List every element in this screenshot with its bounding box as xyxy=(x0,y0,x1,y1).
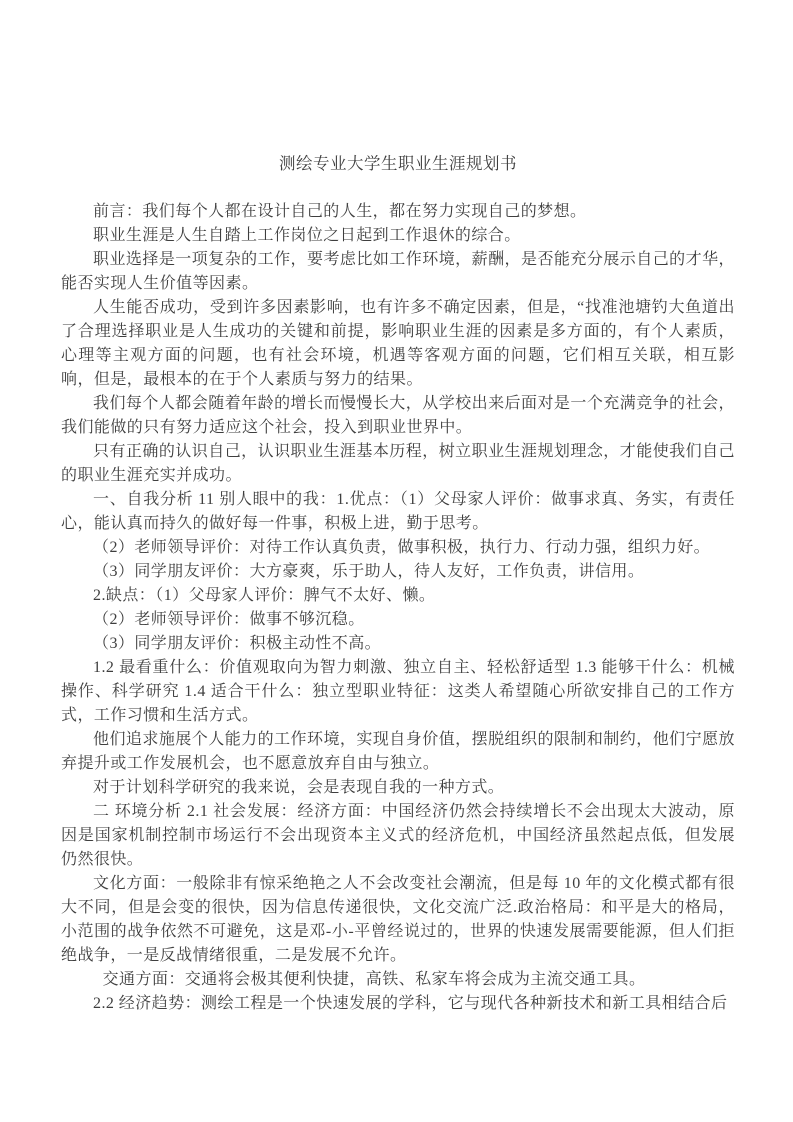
paragraph: 二 环境分析 2.1 社会发展：经济方面：中国经济仍然会持续增长不会出现太大波动，原因是国家机制控制市场运行不会出现资本主义式的经济危机，中国经济虽然起点低，但发展仍然很快。 xyxy=(61,803,735,868)
paragraph: 1.2 最看重什么：价值观取向为智力刺激、独立自主、轻松舒适型 1.3 能够干什么：机械操作、科学研究 1.4 适合干什么：独立型职业特征：这类人希望随心所欲安排自己的工作方式，工作习惯和生活方式。 xyxy=(61,659,735,724)
paragraph: 2.缺点：（1）父母家人评价：脾气不太好、懒。 xyxy=(93,587,436,604)
paragraph: 一、自我分析 11 别人眼中的我：1.优点：（1）父母家人评价：做事求真、务实，有责任心，能认真而持久的做好每一件事，积极上进，勤于思考。 xyxy=(61,491,735,532)
paragraph: 我们每个人都会随着年龄的增长而慢慢长大，从学校出来后面对是一个充满竞争的社会，我们能做的只有努力适应这个社会，投入到职业世界中。 xyxy=(61,395,735,436)
paragraph: （2）老师领导评价：做事不够沉稳。 xyxy=(93,611,365,628)
paragraph: 交通方面：交通将会极其便利快捷，高铁、私家车将会成为主流交通工具。 xyxy=(102,971,646,988)
paragraph: 对于计划科学研究的我来说，会是表现自我的一种方式。 xyxy=(93,779,505,796)
paragraph: （3）同学朋友评价：大方豪爽，乐于助人，待人友好，工作负责，讲信用。 xyxy=(93,563,645,580)
paragraph: 他们追求施展个人能力的工作环境，实现自身价值，摆脱组织的限制和制约，他们宁愿放弃提升或工作发展机会，也不愿意放弃自由与独立。 xyxy=(61,731,735,772)
paragraph: （3）同学朋友评价：积极主动性不高。 xyxy=(93,635,382,652)
paragraph: 前言：我们每个人都在设计自己的人生，都在努力实现自己的梦想。 xyxy=(93,203,587,220)
paragraph: 职业生涯是人生自踏上工作岗位之日起到工作退休的综合。 xyxy=(93,227,521,244)
document-body xyxy=(61,200,735,1016)
paragraph: （2）老师领导评价：对待工作认真负责，做事积极，执行力、行动力强，组织力好。 xyxy=(93,539,711,556)
paragraph: 只有正确的认识自己，认识职业生涯基本历程，树立职业生涯规划理念，才能使我们自己的职业生涯充实并成功。 xyxy=(61,443,735,484)
paragraph: 文化方面：一般除非有惊采绝艳之人不会改变社会潮流，但是每 10 年的文化模式都有很大不同，但是会变的很快，因为信息传递很快，文化交流广泛.政治格局：和平是大的格局，小范围的战争依然不可避免，这是邓-小-平曾经说过的，世界的快速发展需要能源，但人们拒绝战争，一是反战情绪很重，二是发展不允许。 xyxy=(61,875,735,964)
paragraph: 人生能否成功，受到许多因素影响，也有许多不确定因素，但是，“找准池塘钓大鱼道出了合理选择职业是人生成功的关键和前提，影响职业生涯的因素是多方面的，有个人素质，心理等主观方面的问题，也有社会环境，机遇等客观方面的问题，它们相互关联，相互影响，但是，最根本的在于个人素质与努力的结果。 xyxy=(61,299,735,388)
document-title: 测绘专业大学生职业生涯规划书 xyxy=(279,154,517,173)
paragraph: 职业选择是一项复杂的工作，要考虑比如工作环境，薪酬，是否能充分展示自己的才华，能否实现人生价值等因素。 xyxy=(61,251,735,292)
paragraph: 2.2 经济趋势：测绘工程是一个快速发展的学科，它与现代各种新技术和新工具相结合后 xyxy=(93,995,728,1012)
